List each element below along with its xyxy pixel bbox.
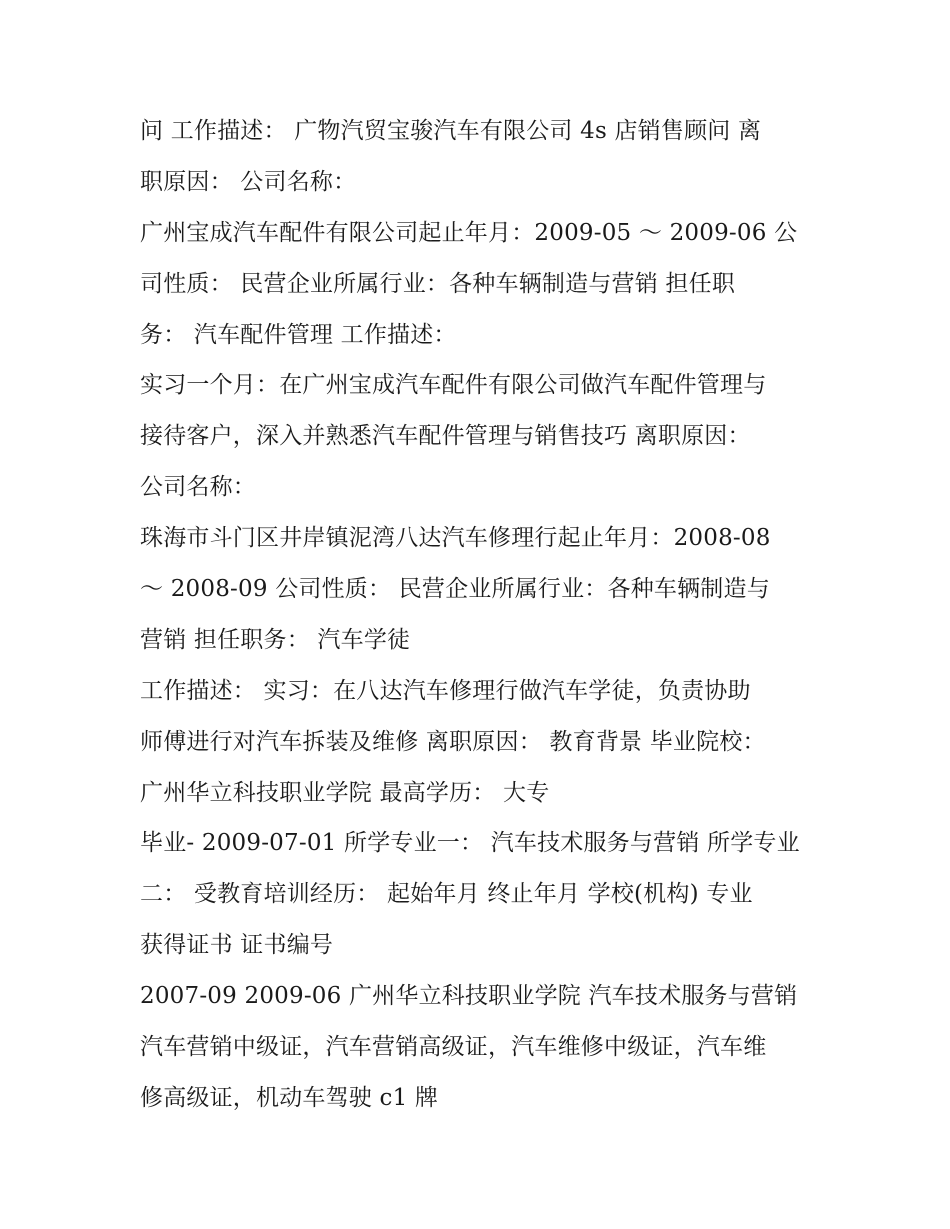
text-line: 营销 担任职务： 汽车学徒 — [140, 626, 411, 653]
text-line: 工作描述： 实习：在八达汽车修理行做汽车学徒，负责协助 — [140, 677, 751, 704]
text-line: 广州宝成汽车配件有限公司起止年月：2009-05 ～ 2009-06 公 — [140, 219, 798, 246]
text-line: 问 工作描述： 广物汽贸宝骏汽车有限公司 4s 店销售顾问 离 — [140, 118, 762, 144]
text-line: ～ 2008-09 公司性质： 民营企业所属行业：各种车辆制造与 — [140, 576, 770, 603]
text-line: 职原因： 公司名称： — [140, 168, 357, 195]
text-line: 珠海市斗门区井岸镇泥湾八达汽车修理行起止年月：2008-08 — [140, 525, 771, 552]
text-line: 实习一个月：在广州宝成汽车配件有限公司做汽车配件管理与 — [140, 372, 767, 399]
text-line: 毕业- 2009-07-01 所学专业一： 汽车技术服务与营销 所学专业 — [140, 830, 800, 857]
text-line: 司性质： 民营企业所属行业：各种车辆制造与营销 担任职 — [140, 270, 736, 297]
text-line: 务： 汽车配件管理 工作描述： — [140, 321, 457, 348]
document-body — [140, 106, 830, 1124]
text-line: 公司名称： — [140, 474, 256, 501]
text-line: 接待客户，深入并熟悉汽车配件管理与销售技巧 离职原因： — [140, 423, 751, 450]
text-line: 获得证书 证书编号 — [140, 932, 334, 959]
text-line: 汽车营销中级证，汽车营销高级证，汽车维修中级证，汽车维 — [140, 1034, 767, 1061]
text-line: 师傅进行对汽车拆装及维修 离职原因： 教育背景 毕业院校： — [140, 728, 766, 755]
text-line: 广州华立科技职业学院 最高学历： 大专 — [140, 779, 550, 806]
text-line: 二： 受教育培训经历： 起始年月 终止年月 学校(机构) 专业 — [140, 881, 753, 908]
text-line: 修高级证，机动车驾驶 c1 牌 — [140, 1084, 439, 1111]
text-line: 2007-09 2009-06 广州华立科技职业学院 汽车技术服务与营销 — [140, 983, 798, 1010]
